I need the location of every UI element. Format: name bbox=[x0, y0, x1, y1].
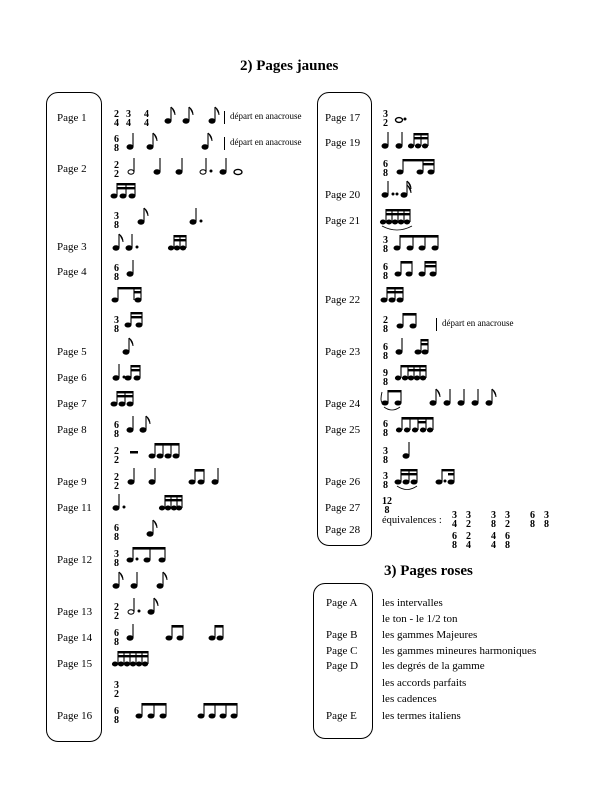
topic-line: les gammes mineures harmoniques bbox=[382, 645, 537, 657]
time-signature: 4 4 bbox=[144, 109, 149, 129]
anacrouse-note: départ en anacrouse bbox=[230, 111, 302, 121]
time-signature: 6 8 bbox=[383, 262, 388, 282]
rhythm-figure bbox=[112, 651, 148, 666]
topic-line: les accords parfaits bbox=[382, 677, 467, 689]
page-label: Page 15 bbox=[57, 658, 93, 670]
time-signature: 6 8 bbox=[114, 420, 119, 440]
page-label: Page 23 bbox=[325, 346, 361, 358]
rhythm-figure bbox=[127, 133, 212, 149]
time-signature: 3 4 bbox=[126, 109, 131, 129]
time-signature: 9 8 bbox=[383, 368, 388, 388]
rhythm-figure bbox=[397, 159, 434, 174]
time-signature: 6 8 bbox=[114, 263, 119, 283]
rhythm-figure bbox=[128, 468, 218, 484]
rhythm-figure bbox=[111, 338, 140, 406]
page-label: Page 17 bbox=[325, 112, 361, 124]
time-signature: 3 8 bbox=[114, 211, 119, 231]
page-label: Page 9 bbox=[57, 476, 87, 488]
rhythm-figure bbox=[127, 598, 223, 640]
rhythm-figure bbox=[380, 209, 412, 230]
time-signature: 2 2 bbox=[114, 602, 119, 622]
page-label: Page 1 bbox=[57, 112, 87, 124]
page-label: Page 24 bbox=[325, 398, 361, 410]
rhythm-figure bbox=[381, 389, 496, 410]
page-label: Page 5 bbox=[57, 346, 87, 358]
page-label: Page 3 bbox=[57, 241, 87, 253]
page-label: Page 27 bbox=[325, 502, 361, 514]
equivalence-signature: 6 8 bbox=[452, 531, 457, 551]
equivalence-signature: 3 4 bbox=[452, 510, 457, 530]
pink-page-label: Page D bbox=[326, 660, 359, 672]
topic-line: les termes italiens bbox=[382, 710, 461, 722]
page-label: Page 28 bbox=[325, 524, 361, 536]
rhythm-figure bbox=[396, 417, 433, 458]
pink-page-label: Page C bbox=[326, 645, 358, 657]
page-label: Page 11 bbox=[57, 502, 92, 514]
time-signature: 6 8 bbox=[383, 159, 388, 179]
anacrouse-note: départ en anacrouse bbox=[230, 137, 302, 147]
pink-page-label: Page E bbox=[326, 710, 357, 722]
rhythm-figure bbox=[395, 338, 428, 380]
time-signature: 3 8 bbox=[114, 549, 119, 569]
page-label: Page 6 bbox=[57, 372, 87, 384]
rhythm-figure bbox=[111, 183, 135, 198]
time-signature: 2 2 bbox=[114, 472, 119, 492]
page-label: Page 26 bbox=[325, 476, 361, 488]
page-label: Page 25 bbox=[325, 424, 361, 436]
pink-page-label: Page A bbox=[326, 597, 358, 609]
rhythm-figure bbox=[113, 547, 167, 588]
time-signature: 6 8 bbox=[114, 628, 119, 648]
page-label: Page 13 bbox=[57, 606, 93, 618]
equivalence-signature: 3 2 bbox=[466, 510, 471, 530]
topic-line: les gammes Majeures bbox=[382, 629, 478, 641]
equivalence-signature: 3 8 bbox=[544, 510, 549, 530]
section-title-pink: 3) Pages roses bbox=[384, 563, 473, 579]
equivalence-signature: 3 2 bbox=[505, 510, 510, 530]
time-signature: 3 8 bbox=[383, 446, 388, 466]
time-signature: 3 2 bbox=[383, 109, 388, 129]
page-label: Page 8 bbox=[57, 424, 87, 436]
rhythm-figure bbox=[394, 235, 438, 276]
time-signature: 6 8 bbox=[383, 419, 388, 439]
page-label: Page 21 bbox=[325, 215, 361, 227]
equivalence-signature: 4 4 bbox=[491, 531, 496, 551]
topic-line: le ton - le 1/2 ton bbox=[382, 613, 458, 625]
rhythm-figure bbox=[382, 181, 411, 197]
time-signature: 2 4 bbox=[114, 109, 119, 129]
page-label: Page 12 bbox=[57, 554, 93, 566]
rhythm-figure bbox=[127, 416, 179, 458]
rhythm-figure bbox=[381, 287, 416, 328]
time-signature: 6 8 bbox=[114, 523, 119, 543]
page-label: Page 20 bbox=[325, 189, 361, 201]
time-signature: 3 8 bbox=[114, 315, 119, 335]
page-label: Page 4 bbox=[57, 266, 87, 278]
rhythm-figure bbox=[128, 158, 242, 175]
time-signature: 6 8 bbox=[383, 342, 388, 362]
page-label: Page 14 bbox=[57, 632, 93, 644]
equivalences-label: équivalences : bbox=[382, 515, 442, 526]
time-signature: 3 2 bbox=[114, 680, 119, 700]
time-signature: 12 8 bbox=[382, 496, 392, 516]
rhythm-figure bbox=[113, 494, 182, 536]
rhythm-figure bbox=[136, 703, 237, 718]
topic-line: les cadences bbox=[382, 693, 437, 705]
rhythm-figure bbox=[138, 208, 202, 224]
page-label: Page 7 bbox=[57, 398, 87, 410]
time-signature: 2 8 bbox=[383, 315, 388, 335]
page-label: Page 16 bbox=[57, 710, 93, 722]
topic-line: les intervalles bbox=[382, 597, 443, 609]
rhythm-figure bbox=[382, 118, 428, 149]
equivalence-signature: 3 8 bbox=[491, 510, 496, 530]
rhythm-figure bbox=[113, 234, 186, 250]
page-label: Page 19 bbox=[325, 137, 361, 149]
page-label: Page 2 bbox=[57, 163, 87, 175]
topic-line: les degrés de la gamme bbox=[382, 660, 485, 672]
equivalence-signature: 2 4 bbox=[466, 531, 471, 551]
rhythm-figure bbox=[395, 469, 454, 490]
section-title-yellow: 2) Pages jaunes bbox=[240, 58, 339, 74]
time-signature: 3 8 bbox=[383, 235, 388, 255]
anacrouse-note: départ en anacrouse bbox=[442, 318, 514, 328]
rhythm-figure bbox=[112, 260, 142, 327]
time-signature: 6 8 bbox=[114, 134, 119, 154]
equivalence-signature: 6 8 bbox=[505, 531, 510, 551]
time-signature: 6 8 bbox=[114, 706, 119, 726]
time-signature: 2 2 bbox=[114, 160, 119, 180]
rhythm-figure bbox=[165, 107, 219, 123]
page-label: Page 22 bbox=[325, 294, 361, 306]
equivalence-signature: 6 8 bbox=[530, 510, 535, 530]
time-signature: 3 8 bbox=[383, 471, 388, 491]
pink-page-label: Page B bbox=[326, 629, 358, 641]
time-signature: 2 2 bbox=[114, 446, 119, 466]
